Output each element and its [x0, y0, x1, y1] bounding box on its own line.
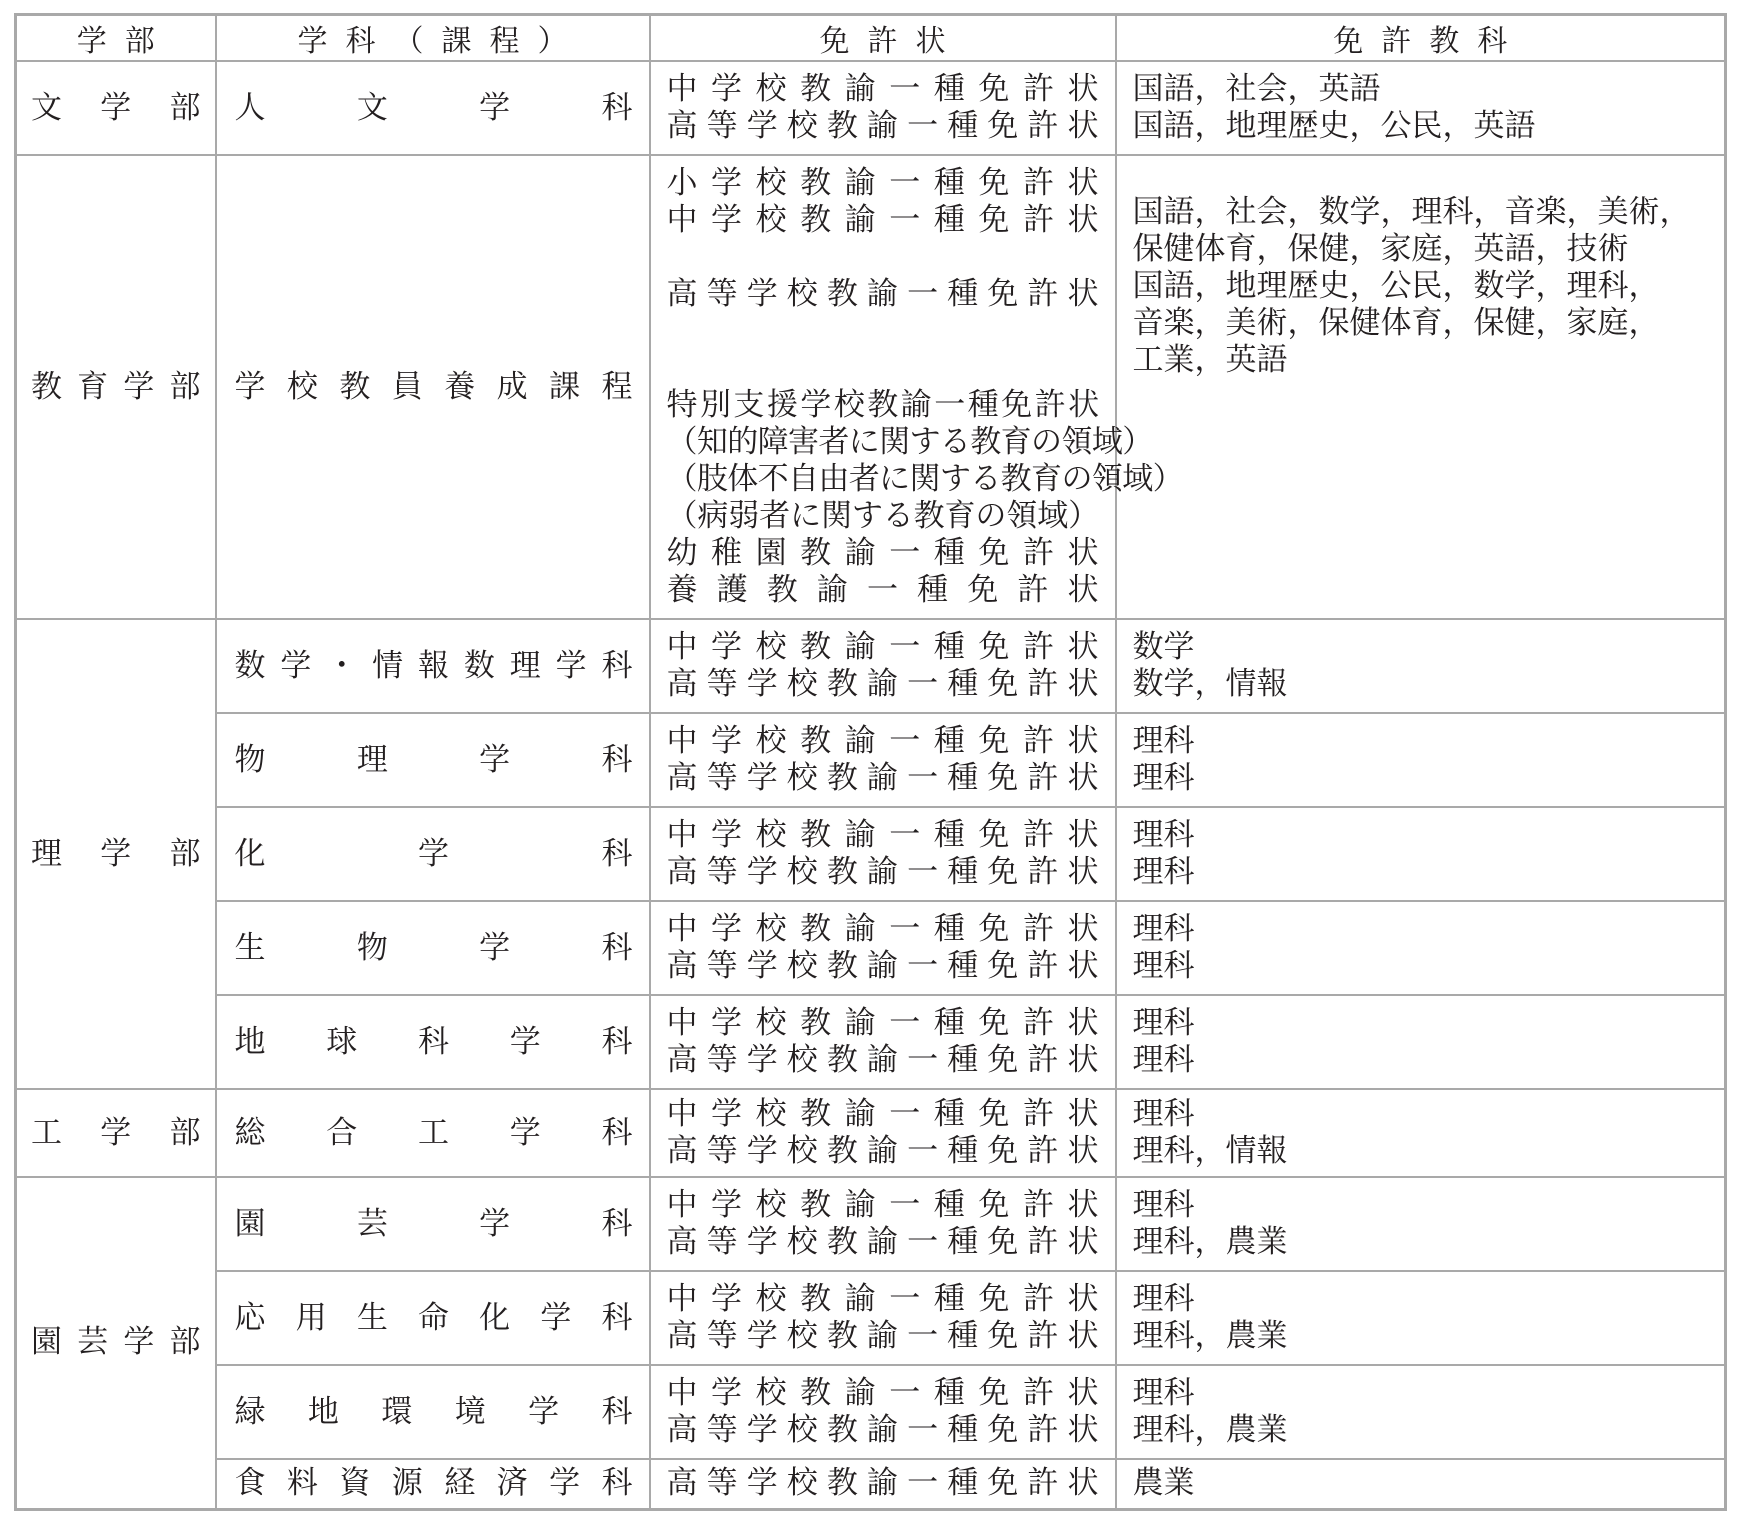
license-line: 高等学校教諭一種免許状: [666, 1412, 1099, 1448]
subject-cell: [1116, 901, 1726, 995]
table-row: [16, 155, 1726, 619]
table-row: [16, 1089, 1726, 1177]
subject-cell: [1116, 713, 1726, 807]
subject-line: 国語，社会，数学，理科，音楽，美術，: [1132, 194, 1691, 230]
license-line: （病弱者に関する教育の領域）: [666, 498, 1099, 534]
license-line: 中学校教諭一種免許状: [666, 723, 1099, 759]
faculty-cell: 理学部: [16, 619, 216, 1089]
table-row: [16, 619, 1726, 713]
subject-line: 理科: [1132, 911, 1195, 947]
license-cell: [650, 619, 1116, 713]
subject-line: 数学，情報: [1132, 666, 1288, 702]
subject-cell: [1116, 1459, 1726, 1509]
department-cell: 応用生命化学科: [216, 1271, 650, 1365]
table-row: [16, 995, 1726, 1089]
department-cell: 地球科学科: [216, 995, 650, 1089]
table-row: [16, 1459, 1726, 1509]
subject-line: 理科，農業: [1132, 1224, 1288, 1260]
subject-cell: [1116, 619, 1726, 713]
subject-cell: [1116, 1177, 1726, 1271]
subject-cell: [1116, 1271, 1726, 1365]
department-cell: 化学科: [216, 807, 650, 901]
department-cell: 総合工学科: [216, 1089, 650, 1177]
table-row: [16, 807, 1726, 901]
license-line: 高等学校教諭一種免許状: [666, 854, 1099, 890]
subject-line: 理科: [1132, 817, 1195, 853]
subject-line: 理科: [1132, 948, 1195, 984]
license-line: 高等学校教諭一種免許状: [666, 1224, 1099, 1260]
subject-cell: [1116, 1089, 1726, 1177]
license-cell: [650, 61, 1116, 155]
subject-line: 数学: [1132, 629, 1195, 665]
subject-cell: [1116, 995, 1726, 1089]
license-line: 中学校教諭一種免許状: [666, 817, 1099, 853]
subject-line: 理科，情報: [1132, 1133, 1288, 1169]
license-line: 高等学校教諭一種免許状: [666, 760, 1099, 796]
license-line: 中学校教諭一種免許状: [666, 202, 1099, 238]
subject-line: 理科: [1132, 1281, 1195, 1317]
department-cell: 食料資源経済学科: [216, 1459, 650, 1509]
subject-line: 理科: [1132, 760, 1195, 796]
subject-cell: [1116, 61, 1726, 155]
license-line: 高等学校教諭一種免許状: [666, 1042, 1099, 1078]
license-line: 中学校教諭一種免許状: [666, 1096, 1099, 1132]
department-cell: 数学・情報数理学科: [216, 619, 650, 713]
license-line: 高等学校教諭一種免許状: [666, 1465, 1099, 1502]
subject-line: 農業: [1132, 1465, 1195, 1502]
table-row: [16, 713, 1726, 807]
subject-line: 工業，英語: [1132, 342, 1288, 378]
department-cell: 人文学科: [216, 61, 650, 155]
subject-line: 理科，農業: [1132, 1318, 1288, 1354]
department-cell: 物理学科: [216, 713, 650, 807]
department-cell: 学校教員養成課程: [216, 155, 650, 619]
table-row: [16, 901, 1726, 995]
license-line: 特別支援学校教諭一種免許状: [666, 387, 1099, 423]
license-cell: [650, 901, 1116, 995]
subject-line: 理科: [1132, 1042, 1195, 1078]
subject-line: 保健体育，保健，家庭，英語，技術: [1132, 231, 1629, 267]
license-line: 中学校教諭一種免許状: [666, 71, 1099, 107]
license-line: 高等学校教諭一種免許状: [666, 1318, 1099, 1354]
license-line: 高等学校教諭一種免許状: [666, 1133, 1099, 1169]
license-line: 高等学校教諭一種免許状: [666, 108, 1099, 144]
subject-line: 国語，地理歴史，公民，英語: [1132, 108, 1536, 144]
table-row: [16, 1177, 1726, 1271]
license-line: 中学校教諭一種免許状: [666, 1281, 1099, 1317]
spacer: [667, 239, 1099, 276]
license-line: 中学校教諭一種免許状: [666, 1187, 1099, 1223]
faculty-cell: 文学部: [16, 61, 216, 155]
subject-cell: [1116, 155, 1726, 619]
spacer: [667, 313, 1099, 387]
license-cell: [650, 1271, 1116, 1365]
license-line: 高等学校教諭一種免許状: [666, 948, 1099, 984]
header-license: 免許状: [650, 15, 1116, 62]
subject-line: 理科: [1132, 1005, 1195, 1041]
department-cell: 生物学科: [216, 901, 650, 995]
license-line: （知的障害者に関する教育の領域）: [666, 424, 1153, 460]
license-line: 養護教諭一種免許状: [666, 572, 1099, 608]
license-cell: [650, 1089, 1116, 1177]
license-line: 中学校教諭一種免許状: [666, 1375, 1099, 1411]
header-faculty: 学部: [16, 15, 216, 62]
faculty-cell: 工学部: [16, 1089, 216, 1177]
department-cell: 緑地環境学科: [216, 1365, 650, 1459]
subject-line: 国語，地理歴史，公民，数学，理科，: [1132, 268, 1660, 304]
department-cell: 園芸学科: [216, 1177, 650, 1271]
faculty-cell: 教育学部: [16, 155, 216, 619]
license-cell: [650, 807, 1116, 901]
license-table-container: [14, 13, 1727, 1511]
license-line: 小学校教諭一種免許状: [666, 165, 1099, 201]
license-cell: [650, 1177, 1116, 1271]
license-line: （肢体不自由者に関する教育の領域）: [666, 461, 1183, 497]
subject-cell: [1116, 1365, 1726, 1459]
header-subject: 免許教科: [1116, 15, 1726, 62]
subject-line: 国語，社会，英語: [1132, 71, 1381, 107]
subject-line: 理科: [1132, 1187, 1195, 1223]
faculty-cell: 園芸学部: [16, 1177, 216, 1509]
subject-line: 理科: [1132, 1375, 1195, 1411]
license-cell: [650, 155, 1183, 619]
license-line: 高等学校教諭一種免許状: [666, 276, 1099, 312]
subject-line: 理科: [1132, 1096, 1195, 1132]
subject-cell: [1116, 807, 1726, 901]
subject-line: 音楽，美術，保健体育，保健，家庭，: [1132, 305, 1660, 341]
license-line: 幼稚園教諭一種免許状: [666, 535, 1099, 571]
license-cell: [650, 713, 1116, 807]
license-cell: [650, 995, 1116, 1089]
header-department: 学科（課程）: [216, 15, 650, 62]
subject-line: 理科: [1132, 723, 1195, 759]
table-row: [16, 1365, 1726, 1459]
license-cell: [650, 1459, 1116, 1509]
table-row: [16, 61, 1726, 155]
table-row: [16, 1271, 1726, 1365]
license-line: 中学校教諭一種免許状: [666, 1005, 1099, 1041]
license-line: 中学校教諭一種免許状: [666, 629, 1099, 665]
license-line: 高等学校教諭一種免許状: [666, 666, 1099, 702]
subject-line: 理科: [1132, 854, 1195, 890]
license-line: 中学校教諭一種免許状: [666, 911, 1099, 947]
subject-line: 理科，農業: [1132, 1412, 1288, 1448]
license-table: [14, 13, 1727, 1511]
header-row: [16, 15, 1726, 62]
license-cell: [650, 1365, 1116, 1459]
